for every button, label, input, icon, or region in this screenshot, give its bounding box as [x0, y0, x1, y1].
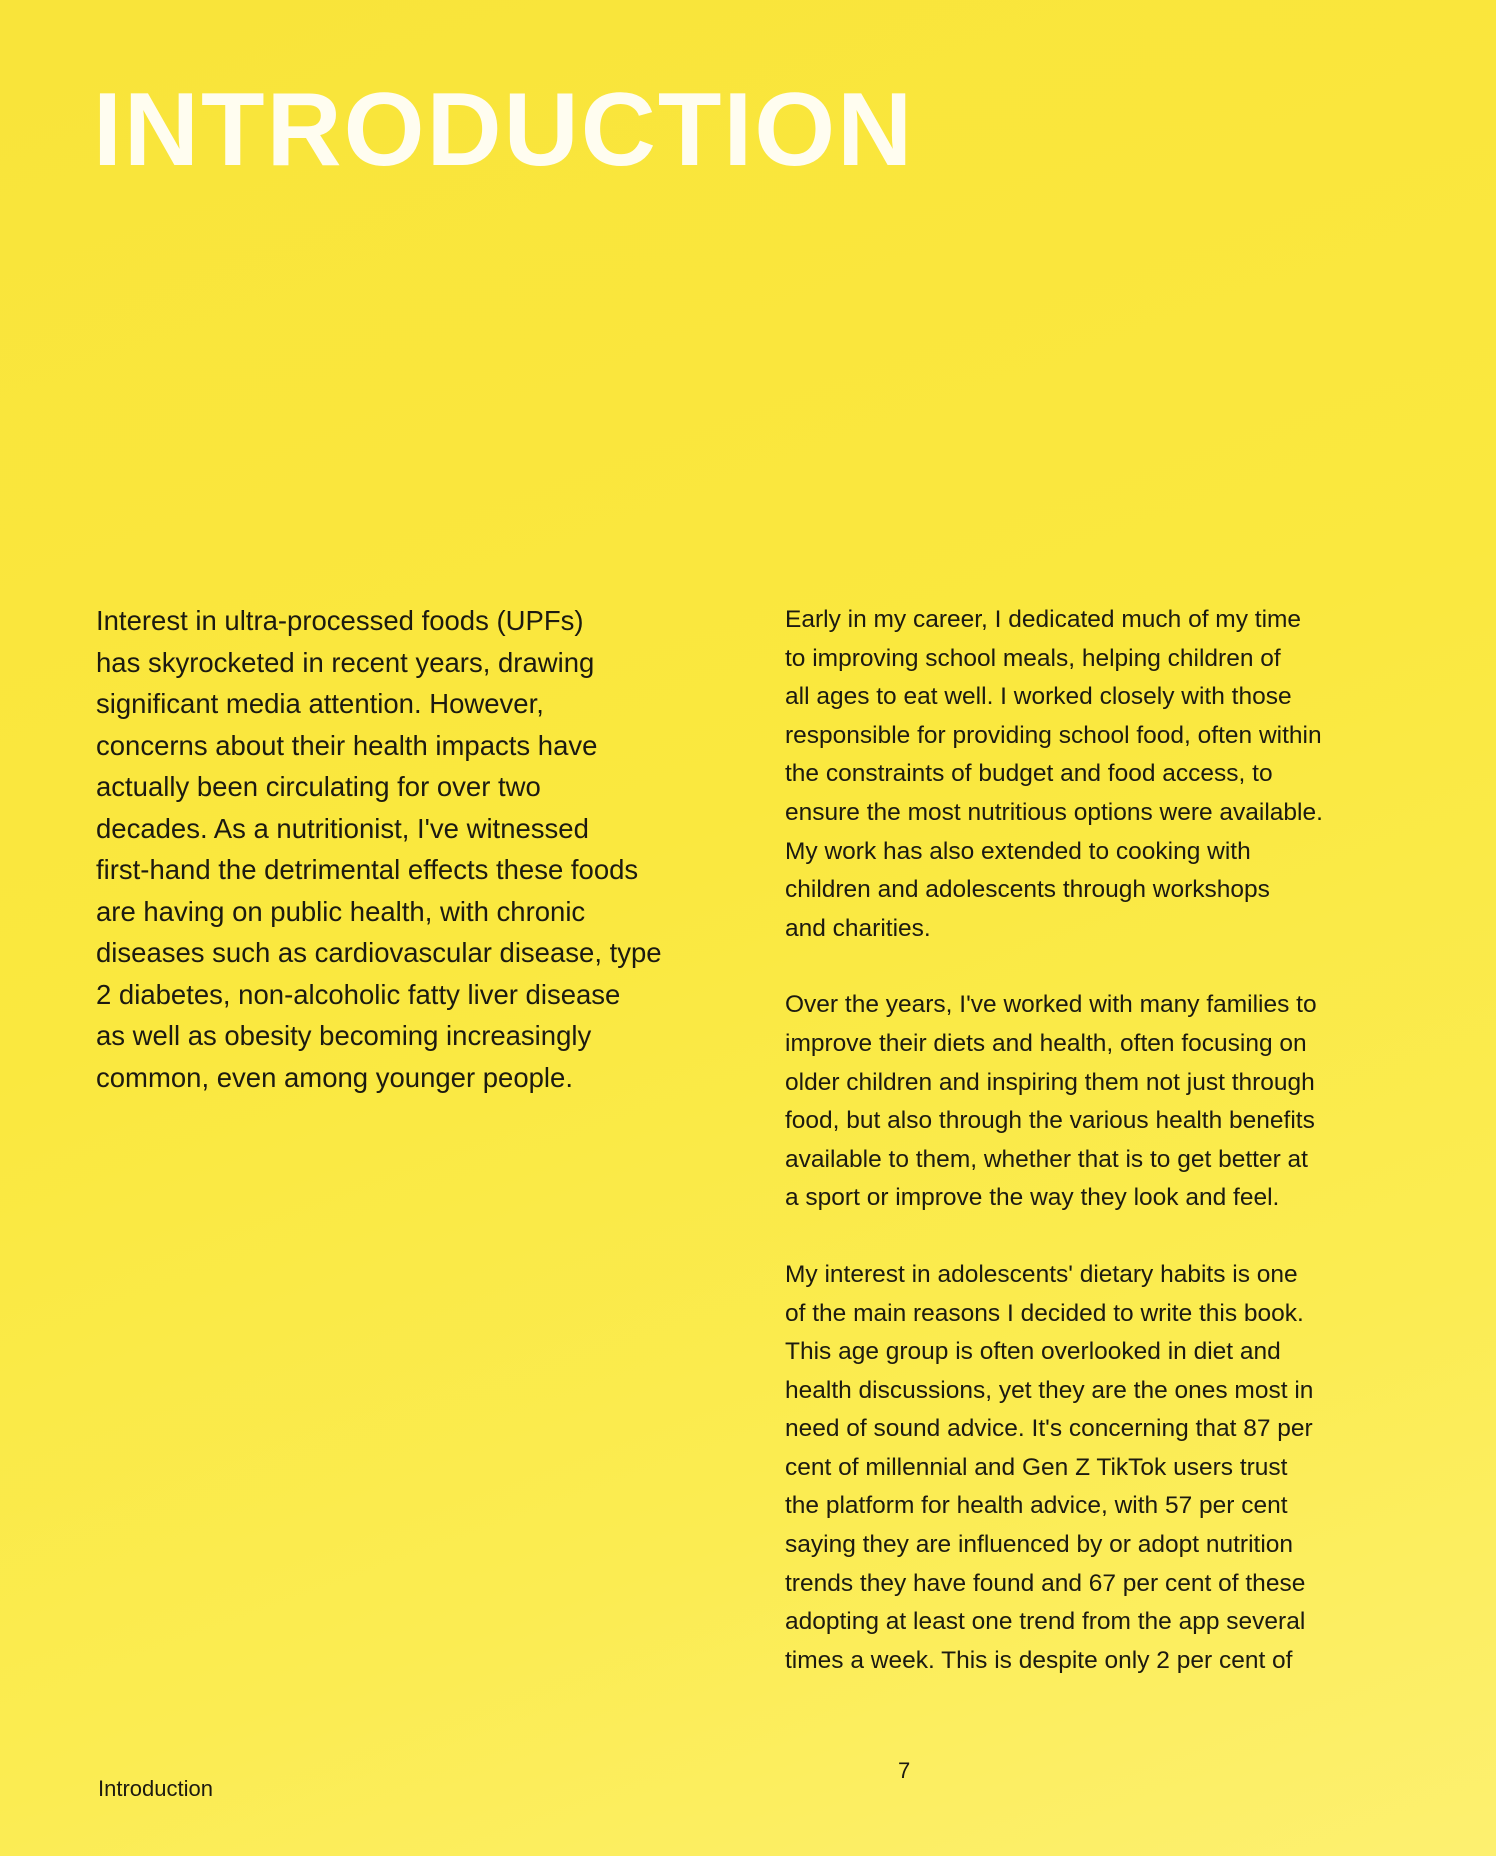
- text-line: the platform for health advice, with 57 per cent: [785, 1492, 1288, 1520]
- text-line: cent of millennial and Gen Z TikTok users trust: [785, 1453, 1288, 1481]
- text-line: all ages to eat well. I worked closely with those: [785, 683, 1292, 711]
- intro-right-column: [785, 601, 1425, 1718]
- text-line: concerns about their health impacts have: [96, 729, 598, 761]
- text-line: food, but also through the various health benefits: [785, 1107, 1315, 1135]
- text-line: 2 diabetes, non-alcoholic fatty liver disease: [96, 978, 621, 1010]
- paragraph: [785, 601, 1425, 948]
- running-footer-section: Introduction: [98, 1776, 213, 1801]
- paragraph: [785, 1256, 1425, 1681]
- text-line: the constraints of budget and food access, to: [785, 760, 1273, 788]
- text-line: ensure the most nutritious options were available.: [785, 798, 1323, 826]
- text-line: are having on public health, with chronic: [96, 895, 586, 927]
- paragraph: [96, 600, 756, 1098]
- text-line: of the main reasons I decided to write this book.: [785, 1299, 1304, 1327]
- text-line: and charities.: [785, 914, 931, 942]
- text-line: times a week. This is despite only 2 per cent of: [785, 1646, 1293, 1674]
- intro-left-column: [96, 600, 756, 1136]
- text-line: My work has also extended to cooking with: [785, 837, 1251, 865]
- text-line: adopting at least one trend from the app several: [785, 1608, 1306, 1636]
- text-line: saying they are influenced by or adopt nutrition: [785, 1531, 1294, 1559]
- text-line: decades. As a nutritionist, I've witnessed: [96, 812, 589, 844]
- text-line: to improving school meals, helping children of: [785, 644, 1281, 672]
- text-line: a sport or improve the way they look and feel.: [785, 1184, 1280, 1212]
- text-line: first-hand the detrimental effects these foods: [96, 854, 639, 885]
- page-title: INTRODUCTION: [93, 72, 915, 188]
- text-line: Early in my career, I dedicated much of my time: [785, 606, 1302, 633]
- text-line: improve their diets and health, often focusing on: [785, 1029, 1307, 1057]
- text-line: responsible for providing school food, often within: [785, 721, 1322, 749]
- text-line: need of sound advice. It's concerning that 87 per: [785, 1415, 1313, 1443]
- text-line: significant media attention. However,: [96, 688, 544, 719]
- paragraph: [785, 986, 1425, 1218]
- text-line: This age group is often overlooked in diet and: [785, 1338, 1281, 1366]
- text-line: as well as obesity becoming increasingly: [96, 1020, 592, 1051]
- text-line: older children and inspiring them not just through: [785, 1068, 1315, 1096]
- text-line: Interest in ultra-processed foods (UPFs): [96, 605, 584, 636]
- text-line: health discussions, yet they are the ones most in: [785, 1376, 1314, 1404]
- text-line: available to them, whether that is to get better at: [785, 1145, 1308, 1173]
- text-line: common, even among younger people.: [96, 1061, 573, 1093]
- text-line: Over the years, I've worked with many families to: [785, 991, 1317, 1019]
- page-number: 7: [898, 1758, 911, 1783]
- text-line: trends they have found and 67 per cent of these: [785, 1569, 1306, 1597]
- text-line: actually been circulating for over two: [96, 771, 541, 802]
- text-line: diseases such as cardiovascular disease, type: [96, 937, 662, 968]
- text-line: children and adolescents through workshops: [785, 876, 1270, 904]
- text-line: My interest in adolescents' dietary habits is one: [785, 1260, 1298, 1288]
- text-line: has skyrocketed in recent years, drawing: [96, 646, 595, 678]
